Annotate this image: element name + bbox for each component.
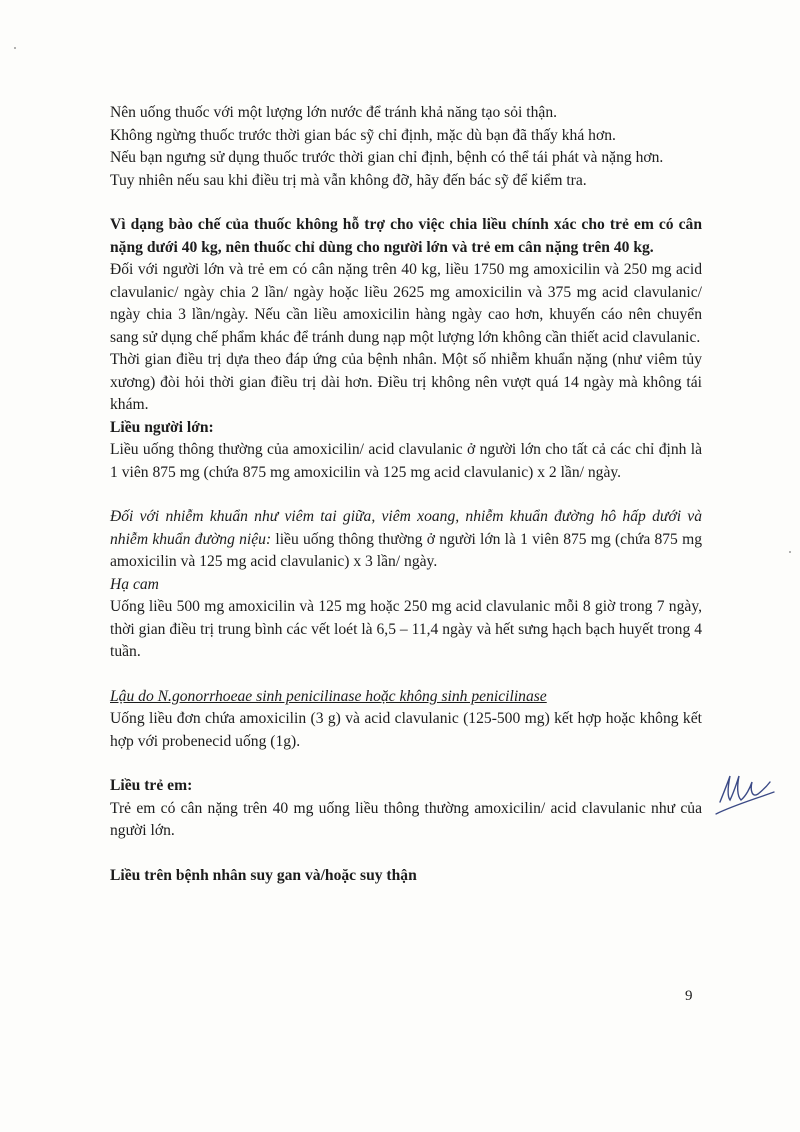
adult-dosage-heading: Liều người lớn:: [110, 418, 214, 436]
child-dosage-section: [110, 775, 702, 843]
intro-line: Không ngừng thuốc trước thời gian bác sỹ chỉ định, mặc dù bạn đã thấy khá hơn.: [110, 126, 616, 144]
intro-line: Nếu bạn ngưng sử dụng thuốc trước thời gian chỉ định, bệnh có thể tái phát và nặng hơn.: [110, 149, 664, 166]
chancroid-text: Uống liều 500 mg amoxicilin và 125 mg hoặc 250 mg acid clavulanic mỗi 8 giờ trong 7 ngày, thời gian điều trị trung bình các vết loét là 6,5 – 11,4 ngày và hết sưng hạch bạch huyết trong 4 tuần.: [110, 598, 702, 660]
gonorrhea-text: Uống liều đơn chứa amoxicilin (3 g) và acid clavulanic (125-500 mg) kết hợp hoặc không kết hợp với probenecid uống (1g).: [110, 710, 702, 750]
intro-line: Tuy nhiên nếu sau khi điều trị mà vẫn không đỡ, hãy đến bác sỹ để kiểm tra.: [110, 171, 587, 189]
chancroid-heading: Hạ cam: [110, 575, 159, 593]
intro-line: Nên uống thuốc với một lượng lớn nước để tránh khả năng tạo sỏi thận.: [110, 104, 558, 121]
intro-section: [110, 102, 702, 192]
gonorrhea-section: [110, 686, 702, 754]
scan-speck: [789, 551, 791, 553]
signature-initials: [712, 770, 778, 825]
child-dosage-heading: Liều trẻ em:: [110, 777, 193, 794]
signature-mark: [712, 770, 778, 820]
dosage-paragraph: Đối với người lớn và trẻ em có cân nặng trên 40 kg, liều 1750 mg amoxicilin và 250 mg acid clavulanic/ ngày chia 2 lần/ ngày hoặc liều 2625 mg amoxicilin và 375 mg acid clavulanic/ ngày chia 3 lần/ngày. Nếu cần liều amoxicilin hàng ngày cao hơn, khuyến cáo nên chuyển sang sử dụng chế phẩm khác để tránh dung nạp một lượng lớn không cần thiết acid clavulanic.: [110, 261, 702, 346]
adult-dosage-text: Liều uống thông thường của amoxicilin/ acid clavulanic ở người lớn cho tất cả các chỉ định là 1 viên 875 mg (chứa 875 mg amoxicilin và 125 mg acid clavulanic) x 2 lần/ ngày.: [110, 441, 702, 481]
scan-speck: [14, 47, 16, 49]
infection-dosage-paragraph: [110, 506, 702, 574]
child-dosage-text: Trẻ em có cân nặng trên 40 mg uống liều thông thường amoxicilin/ acid clavulanic như của người lớn.: [110, 799, 702, 839]
weight-notice: Vì dạng bào chế của thuốc không hỗ trợ cho việc chia liều chính xác cho trẻ em có cân nặng dưới 40 kg, nên thuốc chỉ dùng cho người lớn và trẻ em cân nặng trên 40 kg.: [110, 216, 702, 256]
page-number: 9: [685, 988, 693, 1004]
duration-paragraph: Thời gian điều trị dựa theo đáp ứng của bệnh nhân. Một số nhiễm khuẩn nặng (như viêm tủy xương) đòi hỏi thời gian điều trị dài hơn. Điều trị không nên vượt quá 14 ngày mà không tái khám.: [110, 351, 702, 413]
chancroid-section: [110, 574, 702, 664]
adult-dosage-section: [110, 417, 702, 485]
impairment-heading: Liều trên bệnh nhân suy gan và/hoặc suy thận: [110, 866, 417, 884]
page-content: [110, 102, 702, 887]
gonorrhea-heading: Lậu do N.gonorrhoeae sinh penicilinase hoặc không sinh penicilinase: [110, 687, 547, 705]
infection-dosage-text: liều uống thông thường ở người lớn là 1 viên 875 mg (chứa 875 mg amoxicilin và 125 mg acid clavulanic) x 3 lần/ ngày.: [110, 530, 702, 570]
infection-dosage-label: Đối với nhiễm khuẩn như viêm tai giữa, viêm xoang, nhiễm khuẩn đường hô hấp dưới và nhiễm khuẩn đường niệu:: [110, 508, 702, 548]
